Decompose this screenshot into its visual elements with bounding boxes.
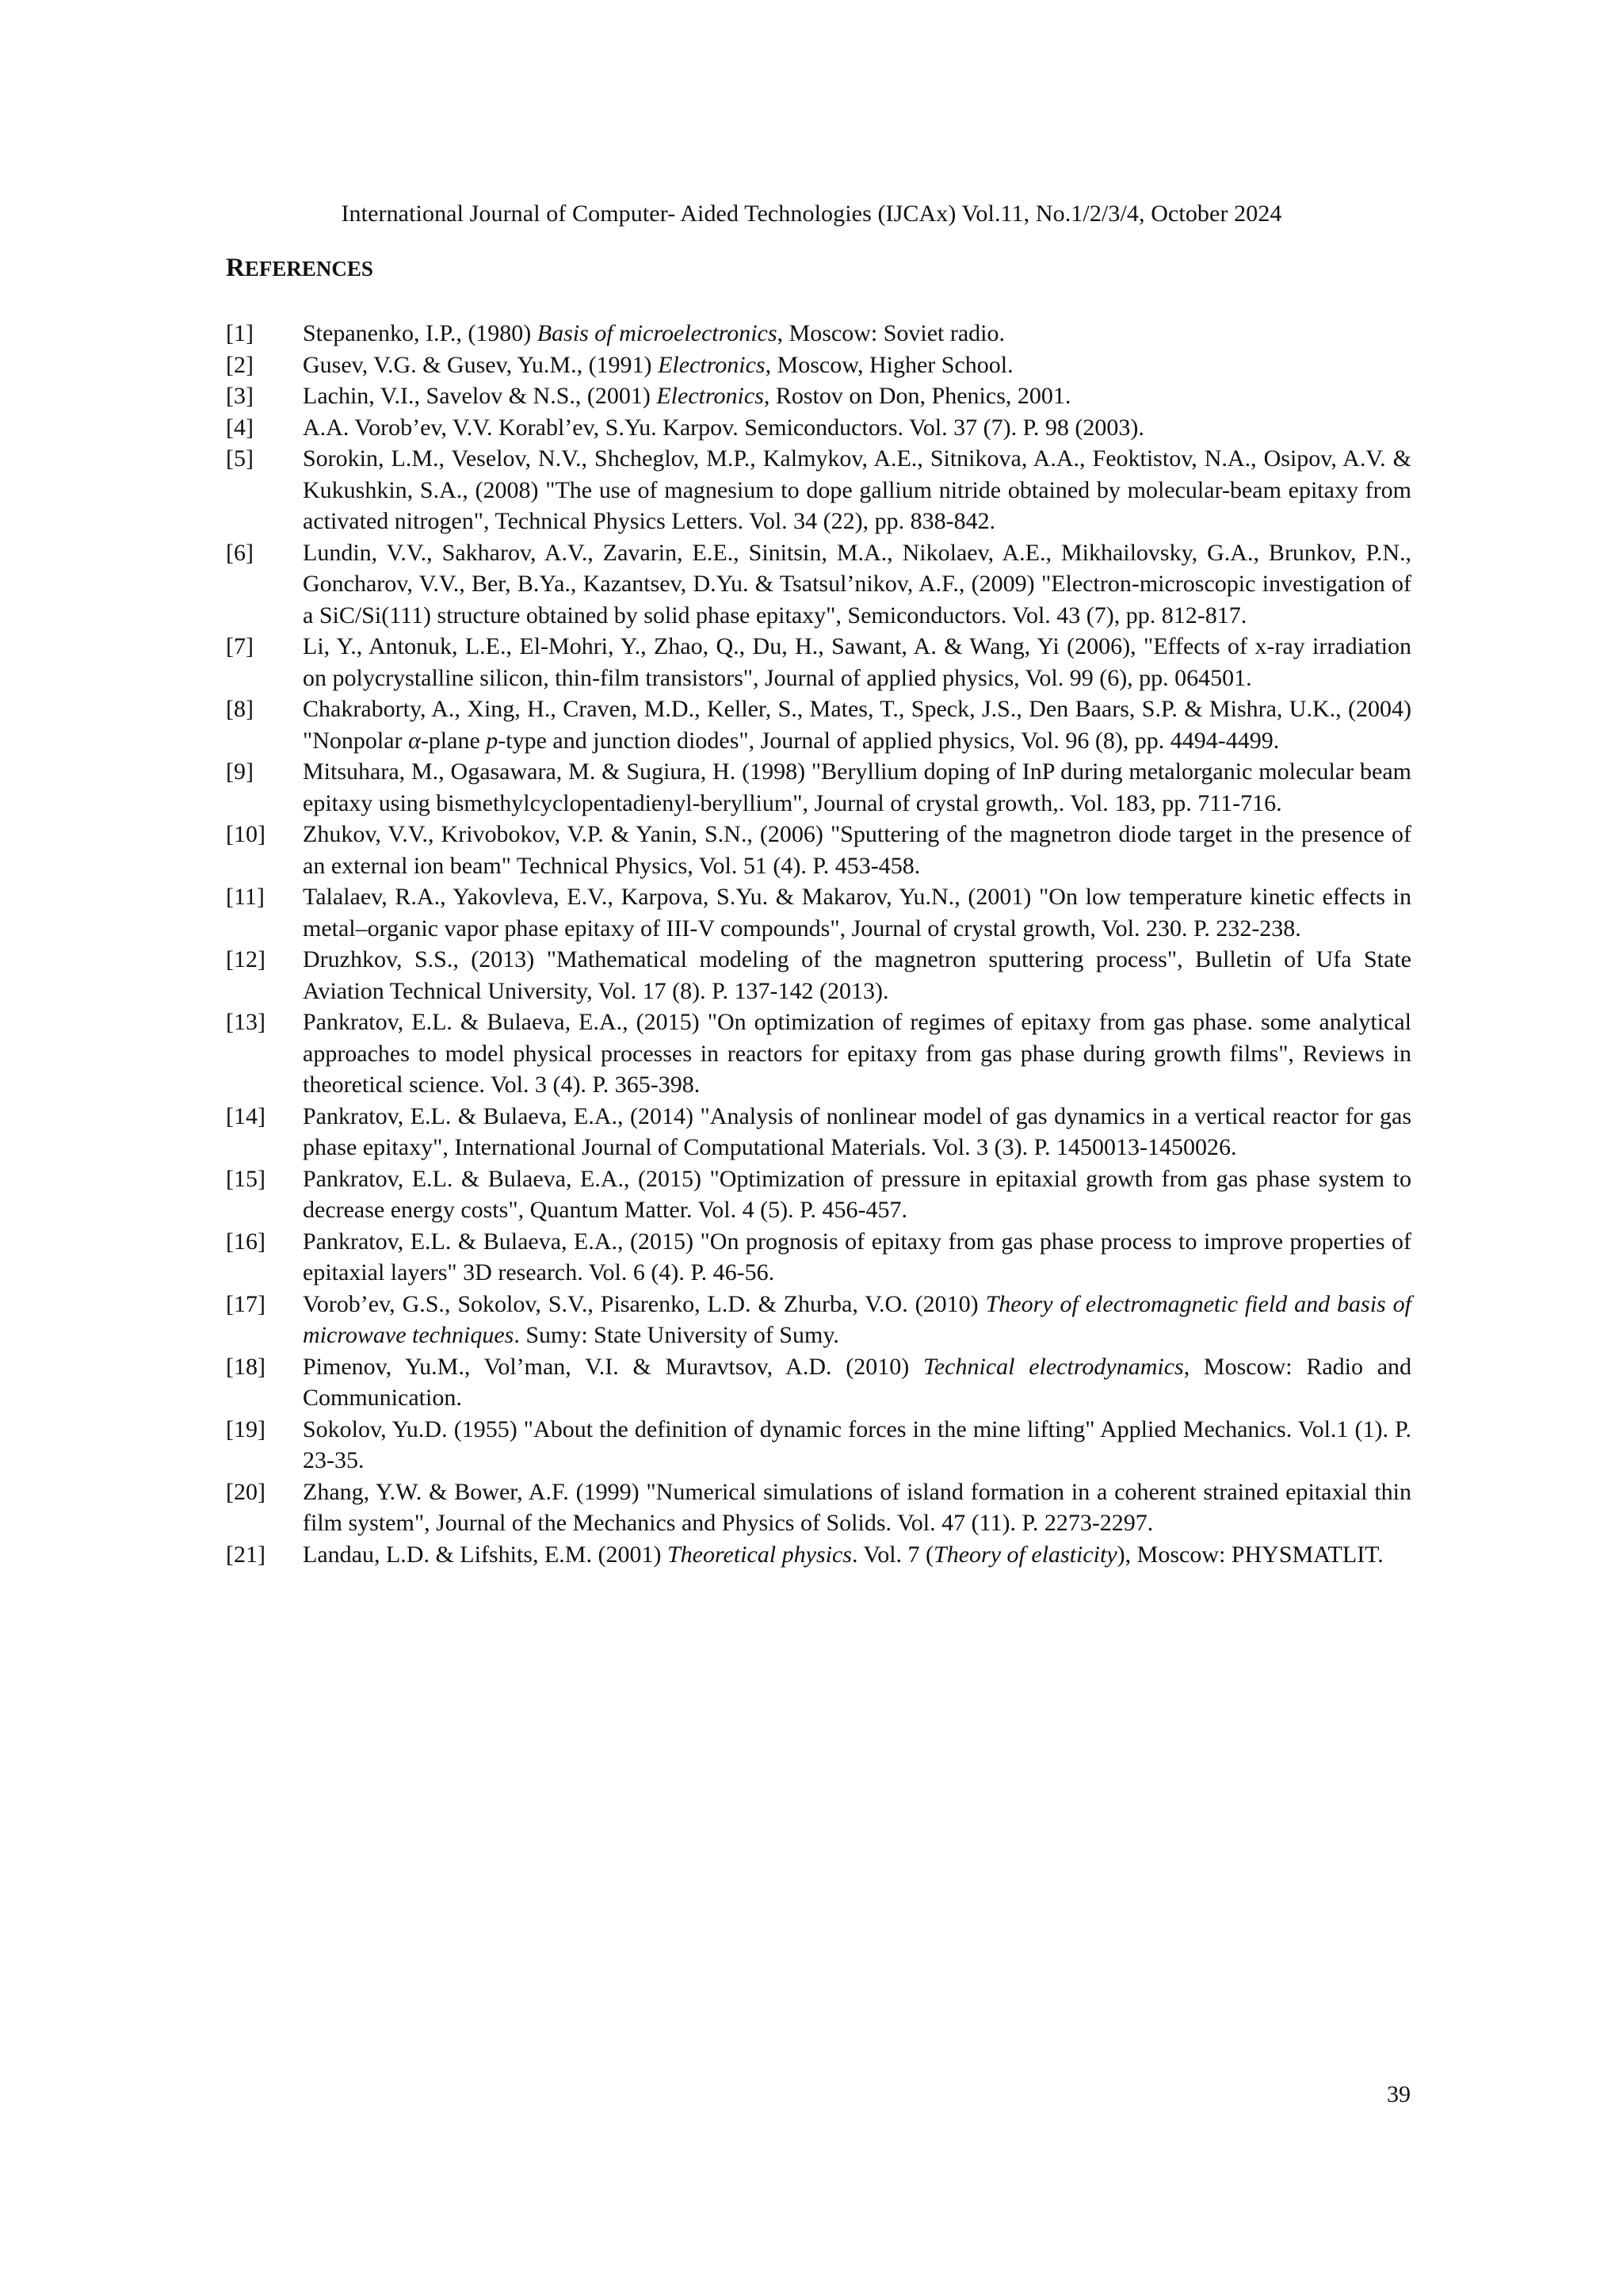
reference-text-segment: Zhukov, V.V., Krivobokov, V.P. & Yanin, S.N., (2006) "Sputtering of the magnetron diode target in the presence of an external ion beam" Technical Physics, Vol. 51 (4). P. 453-458. [303, 821, 1411, 879]
reference-text-segment: Zhang, Y.W. & Bower, A.F. (1999) "Numerical simulations of island formation in a coherent strained epitaxial thin film system", Journal of the Mechanics and Physics of Solids. Vol. 47 (11). P. 2273-2297. [303, 1478, 1411, 1536]
reference-text-segment: , Moscow: Radio and Communication. [303, 1353, 1412, 1411]
page-number: 39 [1387, 2081, 1411, 2107]
reference-text-segment: -plane [420, 727, 487, 754]
reference-number: [3] [226, 383, 254, 409]
reference-number: [16] [226, 1228, 265, 1255]
reference-item [226, 1539, 1411, 1571]
reference-text-segment: ), Moscow: PHYSMATLIT. [1117, 1541, 1384, 1568]
reference-item [226, 1163, 1411, 1226]
reference-number: [4] [226, 414, 254, 441]
reference-text-segment: Talalaev, R.A., Yakovleva, E.V., Karpova, S.Yu. & Makarov, Yu.N., (2001) "On low temperature kinetic effects in metal–organic vapor phase epitaxy of III-V compounds", Journal of crystal growth, Vol. 230. P. 232-238. [303, 884, 1411, 942]
reference-text-segment: Vorob’ev, G.S., Sokolov, S.V., Pisarenko, L.D. & Zhurba, V.O. (2010) [303, 1290, 986, 1317]
reference-number: [19] [226, 1415, 265, 1442]
reference-number: [1] [226, 320, 254, 346]
reference-number: [2] [226, 351, 254, 378]
reference-italic-segment: Theory of elasticity [934, 1541, 1117, 1568]
reference-italic-segment: p [486, 727, 498, 754]
reference-text-segment: Sokolov, Yu.D. (1955) "About the definition of dynamic forces in the mine lifting" Applied Mechanics. Vol.1 (1). P. 23-35. [303, 1415, 1411, 1473]
reference-text-segment: , Moscow, Higher School. [765, 351, 1014, 378]
reference-text-segment: Druzhkov, S.S., (2013) "Mathematical modeling of the magnetron sputtering process", Bulletin of Ufa State Aviation Technical University, Vol. 17 (8). P. 137-142 (2013). [303, 946, 1411, 1004]
reference-text [303, 1007, 1411, 1101]
reference-text-segment: Gusev, V.G. & Gusev, Yu.M., (1991) [303, 351, 659, 378]
reference-text [303, 318, 1411, 350]
reference-text [303, 1414, 1411, 1477]
reference-text-segment: , Moscow: Soviet radio. [777, 320, 1006, 346]
reference-number: [6] [226, 539, 254, 566]
references-heading [226, 252, 373, 285]
reference-text-segment: A.A. Vorob’ev, V.V. Korabl’ev, S.Yu. Karpov. Semiconductors. Vol. 37 (7). P. 98 (2003). [303, 414, 1144, 441]
reference-text-segment: Mitsuhara, M., Ogasawara, M. & Sugiura, H. (1998) "Beryllium doping of InP during metalorganic molecular beam epitaxy using bismethylcyclopentadienyl-beryllium", Journal of crystal growth,. Vol. 183, pp. 711-716. [303, 758, 1411, 816]
reference-item [226, 631, 1411, 693]
reference-text [303, 819, 1411, 881]
reference-item [226, 881, 1411, 944]
reference-text-segment: Pankratov, E.L. & Bulaeva, E.A., (2015) "On prognosis of epitaxy from gas phase process to improve properties of epitaxial layers" 3D research. Vol. 6 (4). P. 46-56. [303, 1228, 1411, 1286]
reference-text [303, 443, 1411, 537]
reference-text [303, 693, 1411, 756]
reference-item [226, 350, 1411, 381]
reference-text [303, 380, 1411, 412]
reference-item [226, 819, 1411, 881]
reference-number: [21] [226, 1541, 265, 1568]
reference-number: [15] [226, 1165, 265, 1192]
reference-text [303, 1101, 1411, 1163]
reference-number: [5] [226, 445, 254, 472]
running-header: International Journal of Computer- Aided Technologies (IJCAx) Vol.11, No.1/2/3/4, October 2024 [341, 201, 1282, 227]
reference-number: [11] [226, 884, 265, 910]
reference-italic-segment: Basis of microelectronics [537, 320, 777, 346]
reference-item [226, 1007, 1411, 1101]
reference-number: [10] [226, 821, 265, 847]
reference-item [226, 1351, 1411, 1414]
reference-item [226, 756, 1411, 819]
reference-text [303, 1477, 1411, 1539]
reference-number: [20] [226, 1478, 265, 1505]
reference-text [303, 756, 1411, 819]
reference-item [226, 318, 1411, 350]
reference-text-segment: Pimenov, Yu.M., Vol’man, V.I. & Muravtsov, A.D. (2010) [303, 1353, 923, 1380]
reference-item [226, 1101, 1411, 1163]
reference-text-segment: -type and junction diodes", Journal of applied physics, Vol. 96 (8), pp. 4494-4499. [498, 727, 1280, 754]
reference-text-segment: Lachin, V.I., Savelov & N.S., (2001) [303, 383, 657, 409]
references-heading-initial: R [226, 254, 245, 282]
reference-text-segment: Landau, L.D. & Lifshits, E.M. (2001) [303, 1541, 667, 1568]
reference-text-segment: Chakraborty, A., Xing, H., Craven, M.D., Keller, S., Mates, T., Speck, J.S., Den Baars, S.P. & Mishra, U.K., (2004) "Nonpolar [303, 696, 1411, 754]
reference-italic-segment: α [408, 727, 421, 754]
reference-text [303, 1351, 1411, 1414]
reference-text [303, 1226, 1411, 1289]
reference-text [303, 537, 1411, 632]
reference-text-segment: Li, Y., Antonuk, L.E., El-Mohri, Y., Zhao, Q., Du, H., Sawant, A. & Wang, Yi (2006), "Effects of x-ray irradiation on polycrystalline silicon, thin-film transistors", Journal of applied physics, Vol. 99 (6), pp. 064501. [303, 633, 1411, 691]
reference-number: [18] [226, 1353, 265, 1380]
reference-number: [14] [226, 1102, 265, 1129]
reference-item [226, 1477, 1411, 1539]
reference-item [226, 693, 1411, 756]
reference-text-segment: Pankratov, E.L. & Bulaeva, E.A., (2014) "Analysis of nonlinear model of gas dynamics in a vertical reactor for gas phase epitaxy", International Journal of Computational Materials. Vol. 3 (3). P. 1450013-1450026. [303, 1102, 1411, 1160]
reference-number: [7] [226, 633, 254, 659]
reference-text-segment: , Rostov on Don, Phenics, 2001. [763, 383, 1071, 409]
reference-number: [13] [226, 1009, 265, 1035]
reference-text [303, 881, 1411, 944]
reference-item [226, 1289, 1411, 1351]
reference-item [226, 443, 1411, 537]
reference-text [303, 350, 1411, 381]
reference-item [226, 944, 1411, 1007]
reference-text-segment: Stepanenko, I.P., (1980) [303, 320, 537, 346]
references-heading-rest: EFERENCES [244, 257, 373, 281]
reference-text-segment: Sorokin, L.M., Veselov, N.V., Shcheglov, M.P., Kalmykov, A.E., Sitnikova, A.A., Feoktistov, N.A., Osipov, A.V. & Kukushkin, S.A., (2008) "The use of magnesium to dope gallium nitride obtained by molecular-beam epitaxy from activated nitrogen", Technical Physics Letters. Vol. 34 (22), pp. 838-842. [303, 445, 1411, 534]
reference-text [303, 412, 1411, 444]
reference-text-segment: Pankratov, E.L. & Bulaeva, E.A., (2015) "On optimization of regimes of epitaxy from gas phase. some analytical approaches to model physical processes in reactors for epitaxy from gas phase during growth films", Reviews in theoretical science. Vol. 3 (4). P. 365-398. [303, 1009, 1411, 1098]
reference-italic-segment: Electronics [658, 351, 766, 378]
reference-text-segment: Pankratov, E.L. & Bulaeva, E.A., (2015) "Optimization of pressure in epitaxial growth from gas phase system to decrease energy costs", Quantum Matter. Vol. 4 (5). P. 456-457. [303, 1165, 1411, 1223]
reference-text-segment: Lundin, V.V., Sakharov, A.V., Zavarin, E.E., Sinitsin, M.A., Nikolaev, A.E., Mikhailovsky, G.A., Brunkov, P.N., Goncharov, V.V., Ber, B.Ya., Kazantsev, D.Yu. & Tsatsul’nikov, A.F., (2009) "Electron-microscopic investigation of a SiC/Si(111) structure obtained by solid phase epitaxy", Semiconductors. Vol. 43 (7), pp. 812-817. [303, 539, 1411, 628]
reference-text [303, 1539, 1411, 1571]
reference-italic-segment: Electronics [656, 383, 764, 409]
reference-item [226, 412, 1411, 444]
reference-italic-segment: Theory of electromagnetic field and basis of microwave techniques [303, 1290, 1411, 1348]
reference-italic-segment: Technical electrodynamics [922, 1353, 1184, 1380]
reference-number: [8] [226, 696, 254, 722]
reference-text [303, 944, 1411, 1007]
reference-number: [17] [226, 1290, 265, 1317]
reference-number: [9] [226, 758, 254, 785]
reference-text-segment: . Vol. 7 ( [851, 1541, 934, 1568]
reference-text [303, 1163, 1411, 1226]
reference-item [226, 537, 1411, 632]
reference-text-segment: . Sumy: State University of Sumy. [514, 1322, 839, 1348]
reference-text [303, 1289, 1411, 1351]
reference-italic-segment: Theoretical physics [666, 1541, 852, 1568]
reference-item [226, 1226, 1411, 1289]
reference-item [226, 1414, 1411, 1477]
reference-number: [12] [226, 946, 265, 972]
reference-text [303, 631, 1411, 693]
reference-list [226, 318, 1411, 1570]
reference-item [226, 380, 1411, 412]
